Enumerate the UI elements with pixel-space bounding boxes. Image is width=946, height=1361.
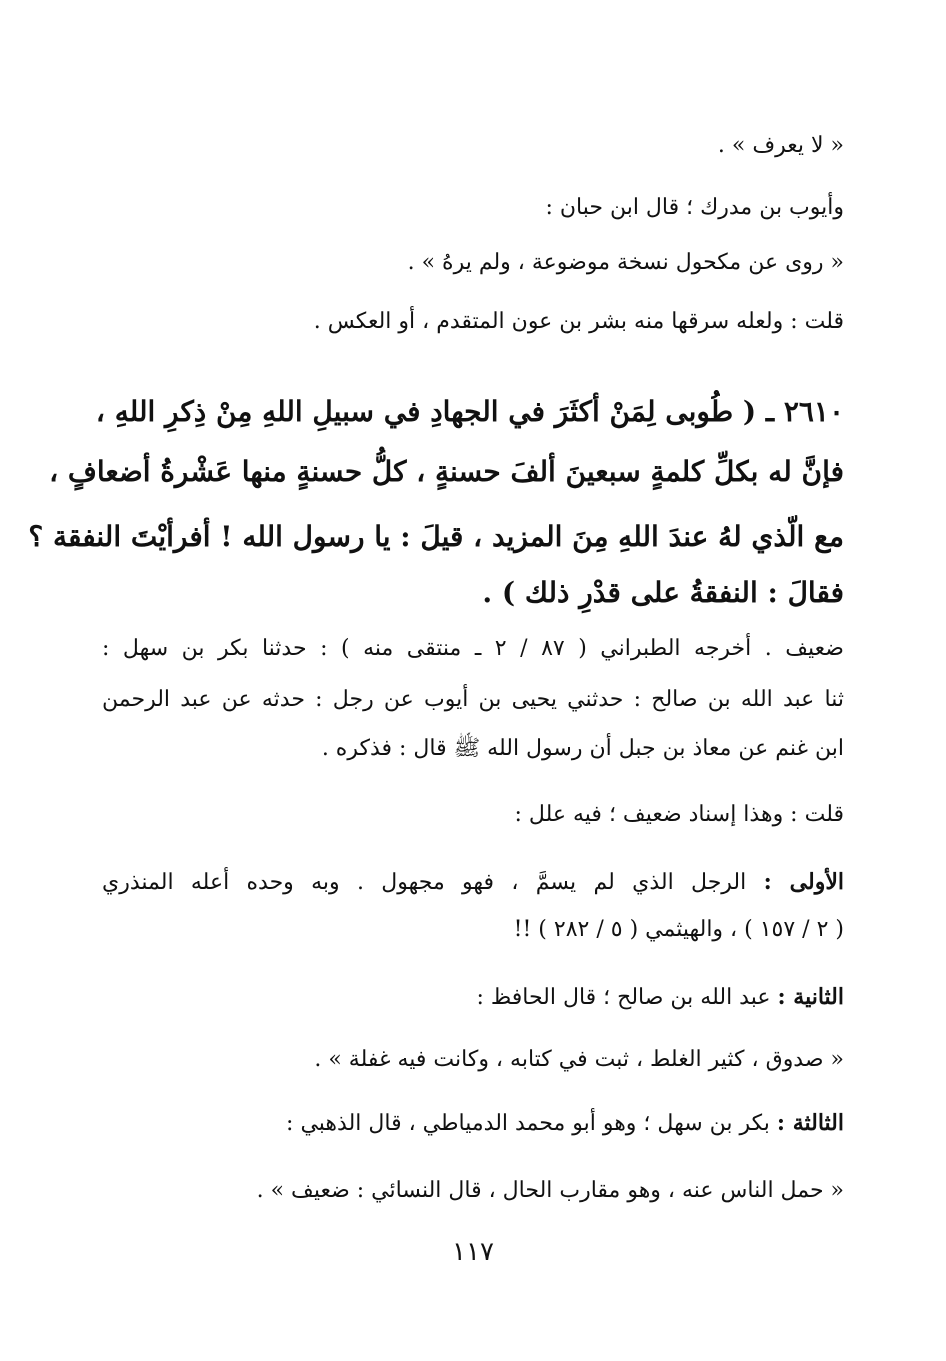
takhrij-line: ابن غنم عن معاذ بن جبل أن رسول الله ﷺ قال : فذكره . [321, 736, 844, 761]
second-illa-label: الثانية : [777, 984, 844, 1010]
intro-line: « لا يعرف » . [717, 133, 844, 158]
intro-line: وأيوب بن مدرك ؛ قال ابن حبان : [545, 195, 844, 220]
takhrij-line: ضعيف . أخرجه الطبراني ( ٨٧ / ٢ ـ منتقى منه ) : حدثنا بكر بن سهل : [102, 636, 844, 661]
hadith-line: مع الّذي لهُ عندَ اللهِ مِنَ المزيد ، قيلَ : يا رسول الله ! أفرأيْتَ النفقة ؟ [28, 520, 844, 553]
third-illa-label: الثالثة : [776, 1110, 844, 1136]
third-illa-text: بكر بن سهل ؛ وهو أبو محمد الدمياطي ، قال الذهبي : [286, 1111, 770, 1136]
first-illa-text: الرجل الذي لم يسمَّ ، فهو مجهول . وبه وحده أعله المنذري [102, 870, 747, 895]
second-illa-quote: « صدوق ، كثير الغلط ، ثبت في كتابه ، وكانت فيه غفلة » . [314, 1047, 844, 1072]
hadith-line: فإنَّ له بكلِّ كلمةٍ سبعينَ ألفَ حسنةٍ ، كلُّ حسنةٍ منها عَشْرةُ أضعافٍ ، [49, 455, 844, 488]
page-number: ١١٧ [452, 1237, 494, 1267]
second-illa [476, 982, 844, 1013]
intro-line: « روى عن مكحول نسخة موضوعة ، ولم يرهُ » . [407, 250, 844, 275]
third-illa [286, 1108, 844, 1139]
second-illa-text: عبد الله بن صالح ؛ قال الحافظ : [476, 985, 771, 1010]
first-illa-label: الأولى : [763, 869, 844, 895]
intro-line: قلت : ولعله سرقها منه بشر بن عون المتقدم ، أو العكس . [313, 309, 844, 334]
third-illa-quote: « حمل الناس عنه ، وهو مقارب الحال ، قال النسائي : ضعيف » . [256, 1178, 844, 1203]
first-illa [102, 867, 844, 898]
ilal-intro: قلت : وهذا إسناد ضعيف ؛ فيه علل : [514, 802, 844, 827]
hadith-line: ٢٦١٠ ـ ( طُوبى لِمَنْ أكثَرَ في الجهادِ في سبيلِ اللهِ مِنْ ذِكرِ اللهِ ، [95, 395, 844, 428]
takhrij-line: ثنا عبد الله بن صالح : حدثني يحيى بن أيوب عن رجل : حدثه عن عبد الرحمن [102, 687, 844, 712]
first-illa-continued: ( ٢ / ١٥٧ ) ، والهيثمي ( ٥ / ٢٨٢ ) !! [513, 917, 844, 942]
hadith-line: فقالَ : النفقةُ على قدْرِ ذلك ) . [482, 576, 844, 609]
